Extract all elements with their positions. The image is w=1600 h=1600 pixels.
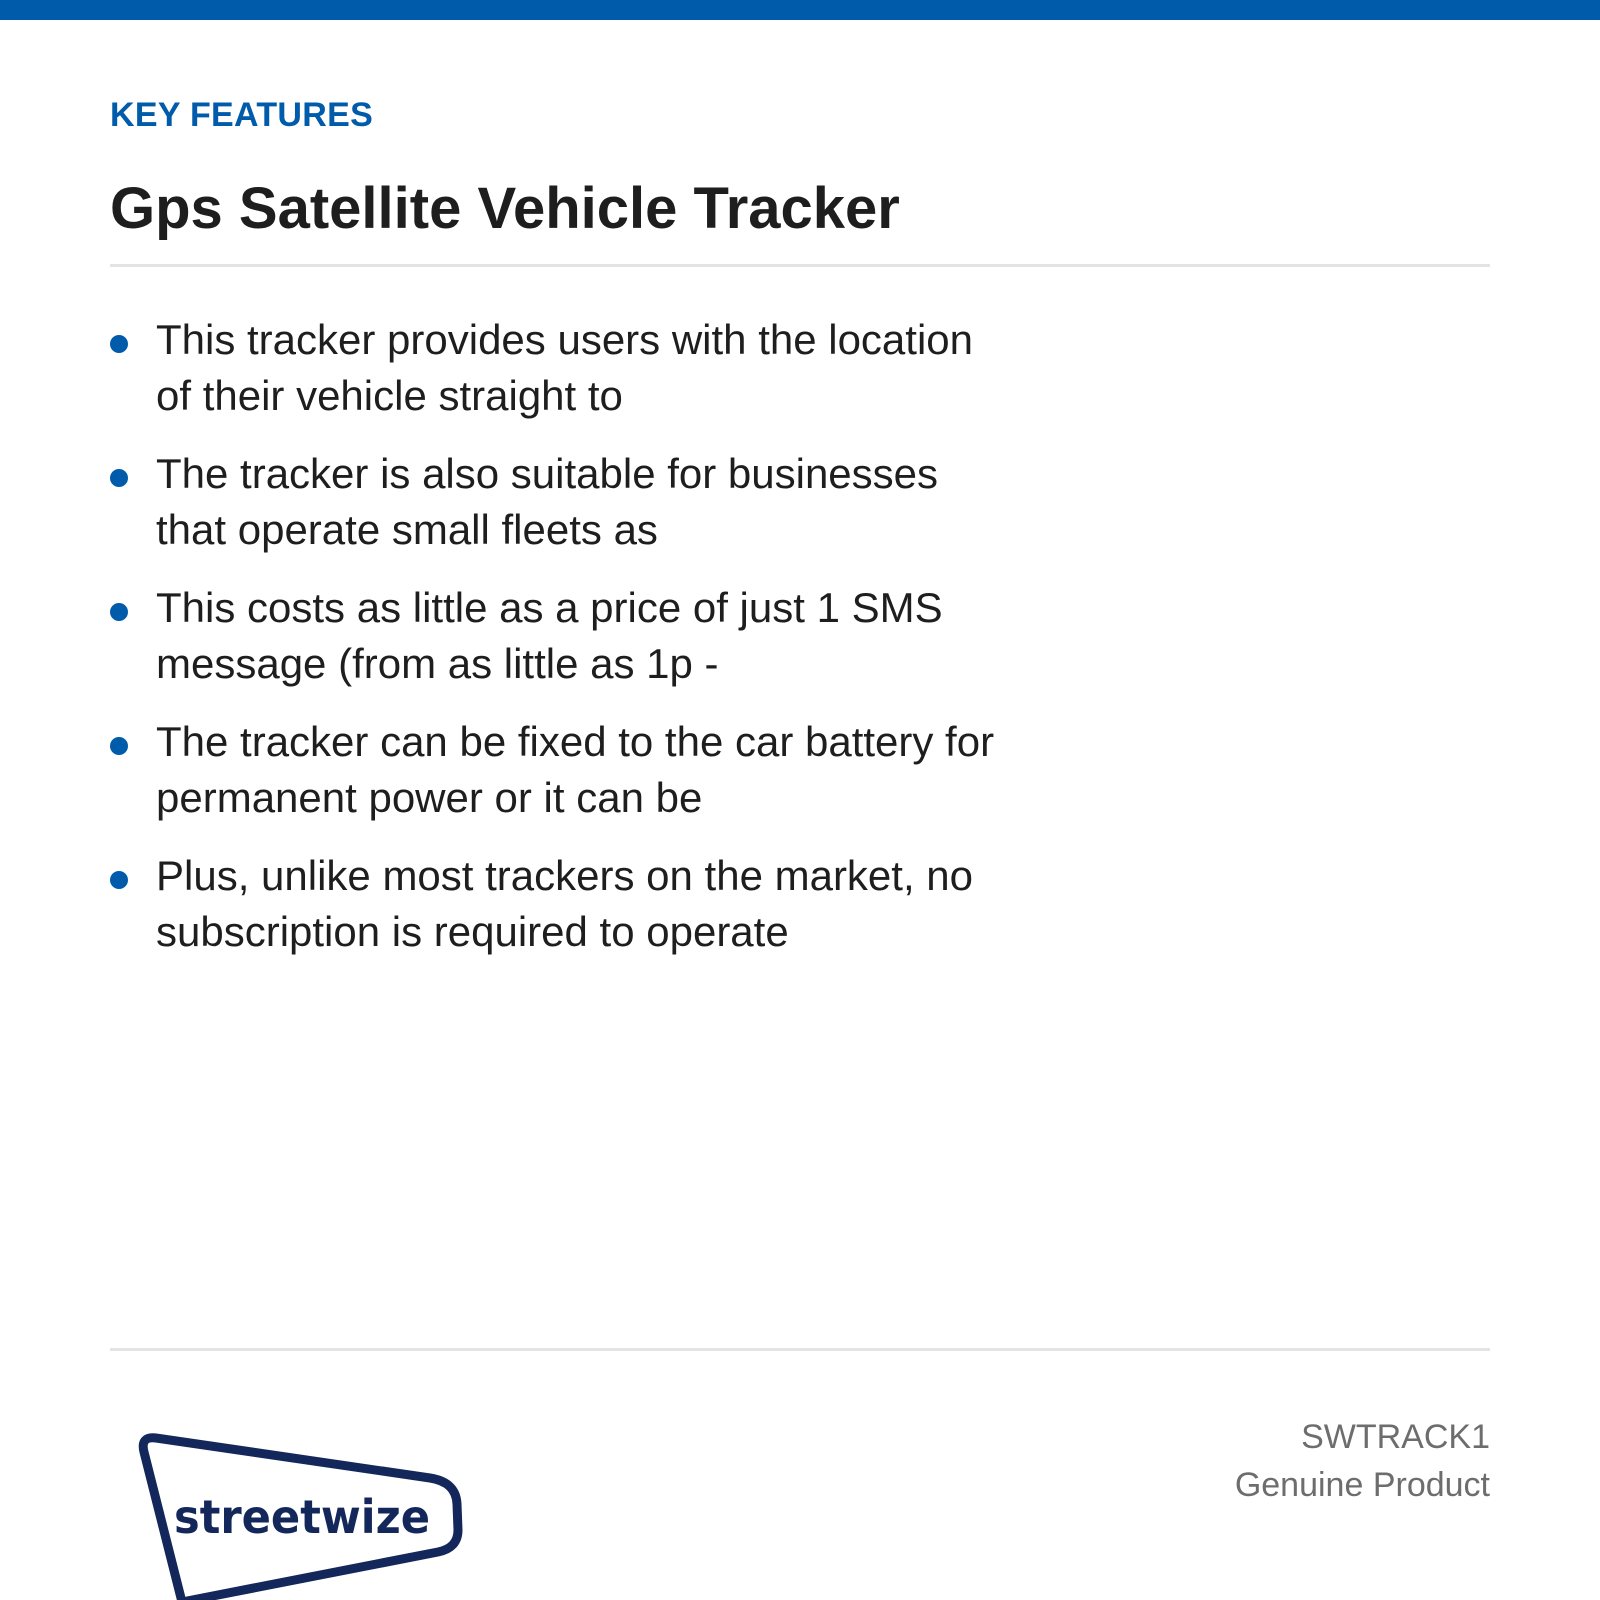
bullet-icon (110, 469, 128, 487)
bullet-icon (110, 737, 128, 755)
page-title: Gps Satellite Vehicle Tracker (110, 176, 900, 241)
footer-divider (110, 1348, 1490, 1351)
feature-text: Plus, unlike most trackers on the market, no subscription is required to operate (156, 852, 974, 955)
bullet-icon (110, 871, 128, 889)
bullet-icon (110, 603, 128, 621)
feature-item (110, 446, 1010, 558)
section-eyebrow: KEY FEATURES (110, 96, 374, 134)
feature-item (110, 714, 1010, 826)
feature-item (110, 848, 1010, 960)
genuine-product-label: Genuine Product (1234, 1466, 1490, 1504)
bullet-icon (110, 335, 128, 353)
feature-item (110, 312, 1010, 424)
logo-wordmark: streetwize (174, 1490, 430, 1544)
feature-text: This costs as little as a price of just 1 SMS message (from as little as 1p - (156, 584, 943, 687)
feature-text: This tracker provides users with the location of their vehicle straight to (156, 316, 974, 419)
title-divider (110, 264, 1490, 267)
product-sku: SWTRACK1 (1301, 1418, 1490, 1456)
streetwize-logo (130, 1430, 475, 1600)
feature-item (110, 580, 1010, 692)
feature-text: The tracker can be fixed to the car battery for permanent power or it can be (156, 718, 995, 821)
top-accent-bar (0, 0, 1600, 20)
feature-text: The tracker is also suitable for businesses that operate small fleets as (156, 450, 939, 553)
feature-list (110, 312, 1010, 982)
